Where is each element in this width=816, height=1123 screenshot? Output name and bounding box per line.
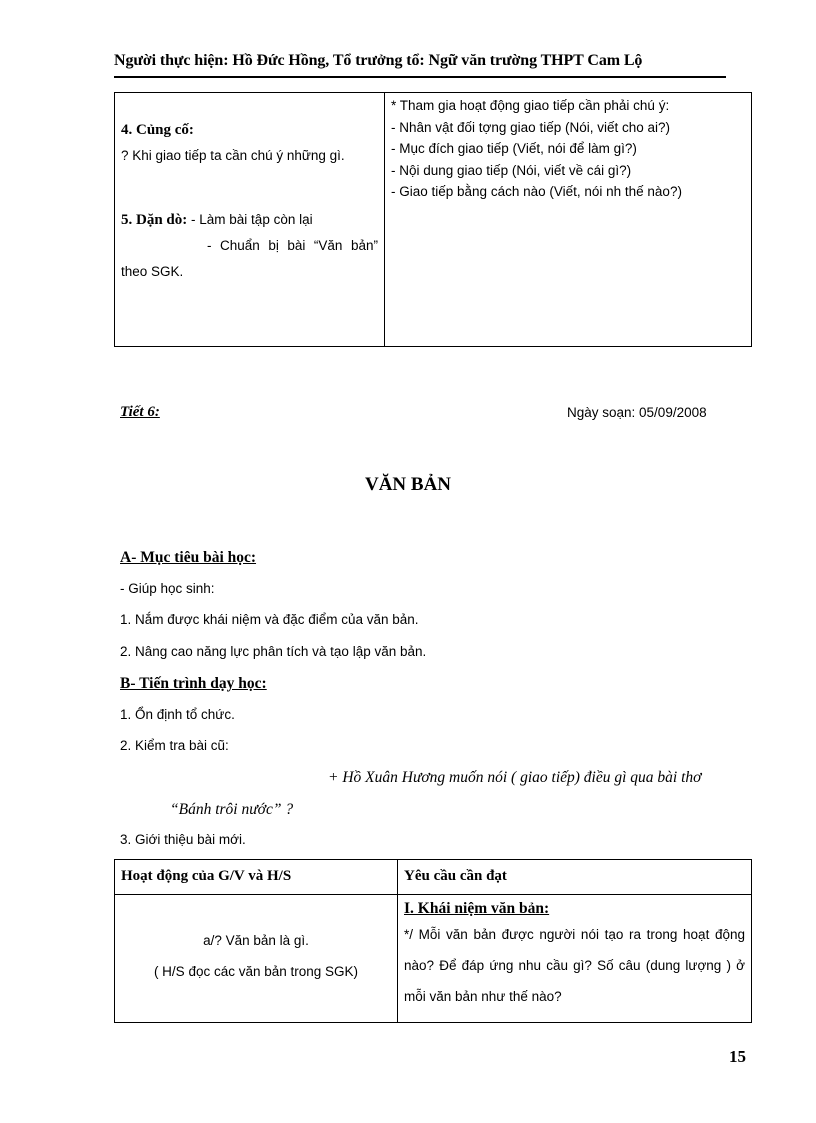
summary-table <box>114 92 752 347</box>
note-line-1: * Tham gia hoạt động giao tiếp cần phải chú ý: <box>391 98 670 113</box>
note-line-2: - Nhân vật đối tợng giao tiếp (Nói, viết cho ai?) <box>391 119 670 135</box>
summary-left-cell <box>115 93 385 347</box>
requirement-text: */ Mỗi văn bản được người nói tạo ra trong hoạt động nào? Để đáp ứng nhu cầu gì? Số câu (dung lượng ) ở mỗi văn bản như thế nào? <box>404 927 745 1004</box>
section-a-item-2: 1. Nắm được khái niệm và đặc điểm của văn bản. <box>120 612 419 627</box>
note-line-4: - Nội dung giao tiếp (Nói, viết về cái gì?) <box>391 162 632 178</box>
activity-table <box>114 859 752 1023</box>
section-a-item-1: - Giúp học sinh: <box>120 581 215 596</box>
page-number: 15 <box>729 1047 746 1066</box>
prep-date: Ngày soạn: 05/09/2008 <box>567 405 707 420</box>
requirement-cell <box>398 895 752 1023</box>
note-line-3: - Mục đích giao tiếp (Viết, nói để làm gì?) <box>391 141 637 156</box>
section-b-title: B- Tiến trình dạy học: <box>120 675 267 692</box>
section4-title: 4. Củng cố: <box>121 122 194 138</box>
activity-cell <box>115 895 398 1023</box>
requirement-heading: I. Khái niệm văn bản: <box>404 900 550 917</box>
col-header-requirement: Yêu cầu cần đạt <box>398 860 752 895</box>
section-a-item-3: 2. Nâng cao năng lực phân tích và tạo lập văn bản. <box>120 644 427 659</box>
activity-line-2: ( H/S đọc các văn bản trong SGK) <box>153 964 359 979</box>
note-line-5: - Giao tiếp bằng cách nào (Viết, nói nh thế nào?) <box>391 184 682 199</box>
activity-line-1: a/? Văn bản là gì. <box>203 933 309 948</box>
lesson-number: Tiết 6: <box>120 404 160 420</box>
section4-text: ? Khi giao tiếp ta cần chú ý những gì. <box>121 148 345 163</box>
section-b-item-1: 1. Ổn định tổ chức. <box>120 707 235 722</box>
section-a-title: A- Mục tiêu bài học: <box>120 549 257 566</box>
review-question-line-1: + Hồ Xuân Hương muốn nói ( giao tiếp) điều gì qua bài thơ <box>328 769 702 786</box>
section5-item2: - Chuẩn bị bài “Văn bản” theo SGK. <box>121 238 378 279</box>
section5-title: 5. Dặn dò: <box>121 212 188 228</box>
summary-right-cell <box>385 93 752 347</box>
section-b-item-2: 2. Kiểm tra bài cũ: <box>120 738 229 753</box>
section5-item1: - Làm bài tập còn lại <box>191 212 313 227</box>
review-question-line-2: “Bánh trôi nước” ? <box>170 801 294 818</box>
page-header: Người thực hiện: Hồ Đức Hồng, Tổ trưởng tổ: Ngữ văn trường THPT Cam Lộ <box>114 52 726 78</box>
lesson-title: VĂN BẢN <box>364 474 452 495</box>
section-b-item-3: 3. Giới thiệu bài mới. <box>120 832 246 847</box>
col-header-activity: Hoạt động của G/V và H/S <box>115 860 398 895</box>
